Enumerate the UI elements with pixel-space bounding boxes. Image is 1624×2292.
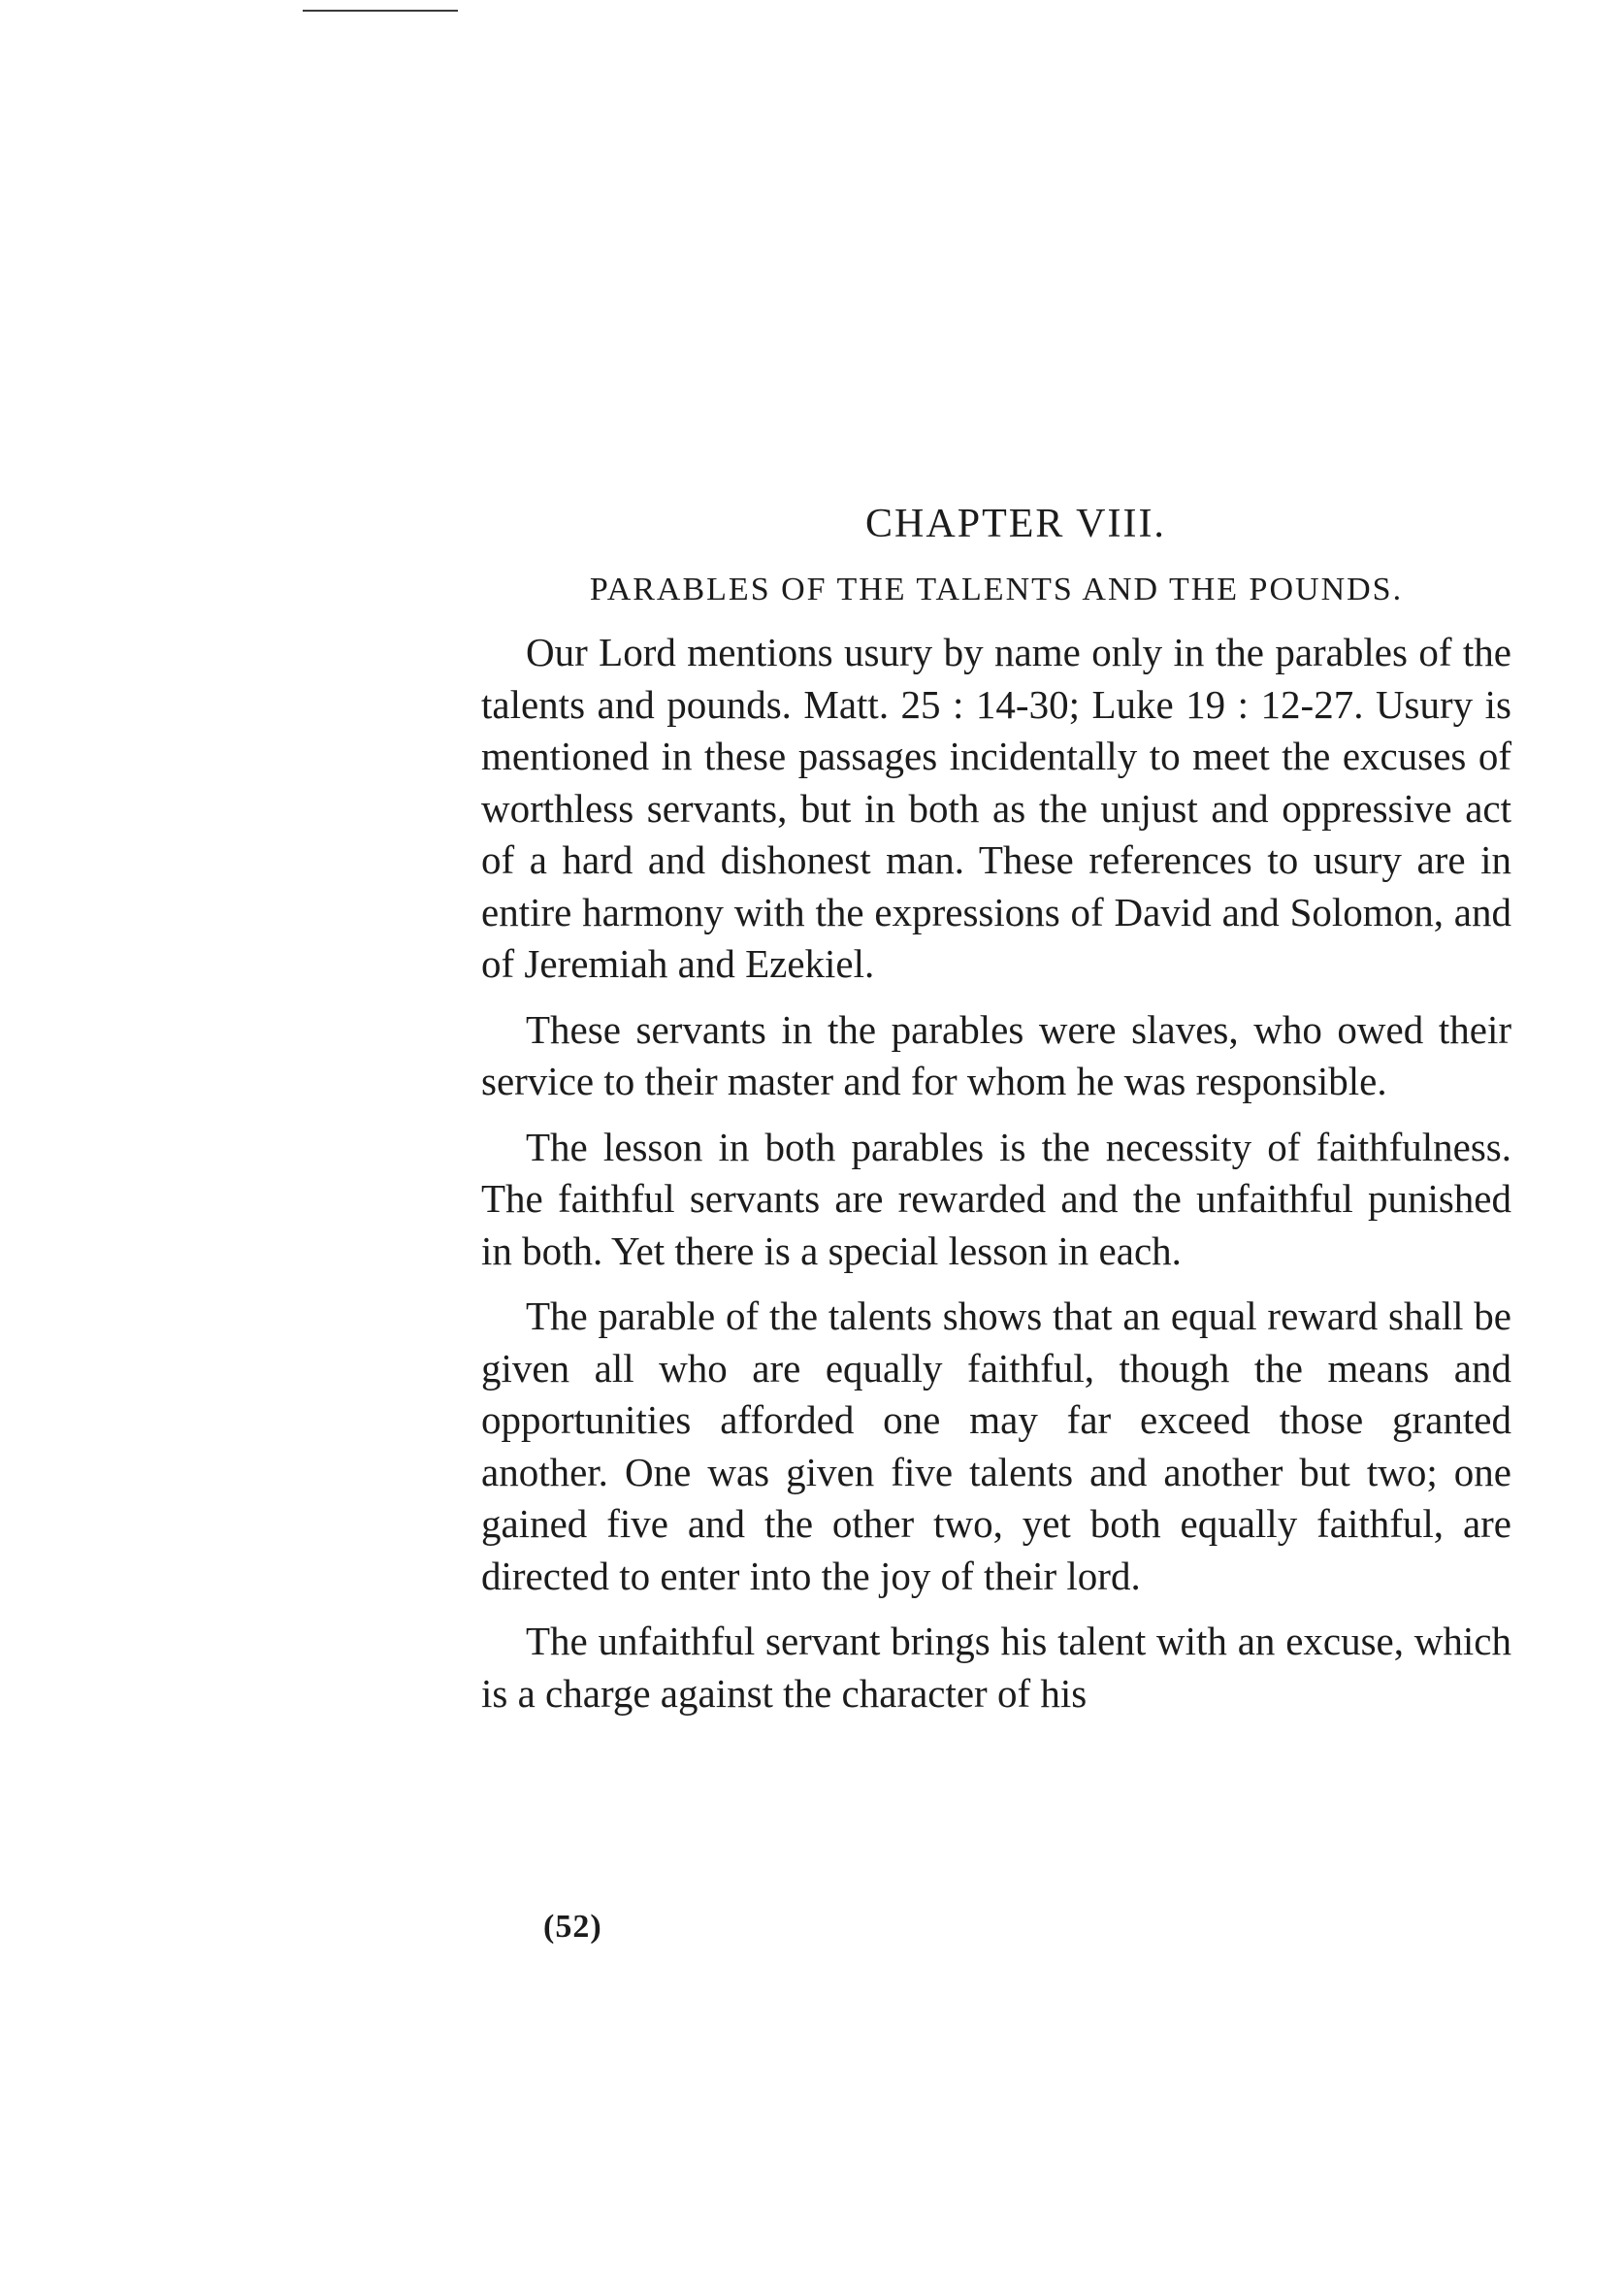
paragraph-unfaithful-servant: The unfaithful servant brings his talent with an excuse, which is a charge against the character of his <box>481 1619 1511 1716</box>
page-content <box>481 493 1511 1733</box>
paragraph-lesson-faithfulness: The lesson in both parables is the necessity of faithfulness. The faithful servants are rewarded and the unfaithful punished in both. Yet there is a special lesson in each. <box>481 1124 1511 1273</box>
body-text <box>481 627 1511 1719</box>
top-rule <box>303 10 458 12</box>
chapter-subtitle: PARABLES OF THE TALENTS AND THE POUNDS. <box>589 572 1404 607</box>
page-number: (52) <box>543 1909 602 1945</box>
paragraph-parable-talents: The parable of the talents shows that an equal reward shall be given all who are equally faithful, though the means and opportunities afforded one may far exceed those granted another. One was given five talents and another but two; one gained five and the other two, yet both equally faithful, are directed to enter into the joy of their lord. <box>481 1293 1511 1598</box>
paragraph-servants-slaves: These servants in the parables were slaves, who owed their service to their master and for whom he was responsible. <box>481 1006 1511 1103</box>
paragraph-usury-references: Our Lord mentions usury by name only in the parables of the talents and pounds. Matt. 25 : 14-30; Luke 19 : 12-27. Usury is mentioned in these passages incidentally to meet the excuses of worthless servants, but in both as the unjust and oppressive act of a hard and dishonest man. These references to usury are in entire harmony with the expressions of David and Solomon, and of Jeremiah and Ezekiel. <box>481 630 1511 986</box>
chapter-title: CHAPTER VIII. <box>865 502 1166 546</box>
